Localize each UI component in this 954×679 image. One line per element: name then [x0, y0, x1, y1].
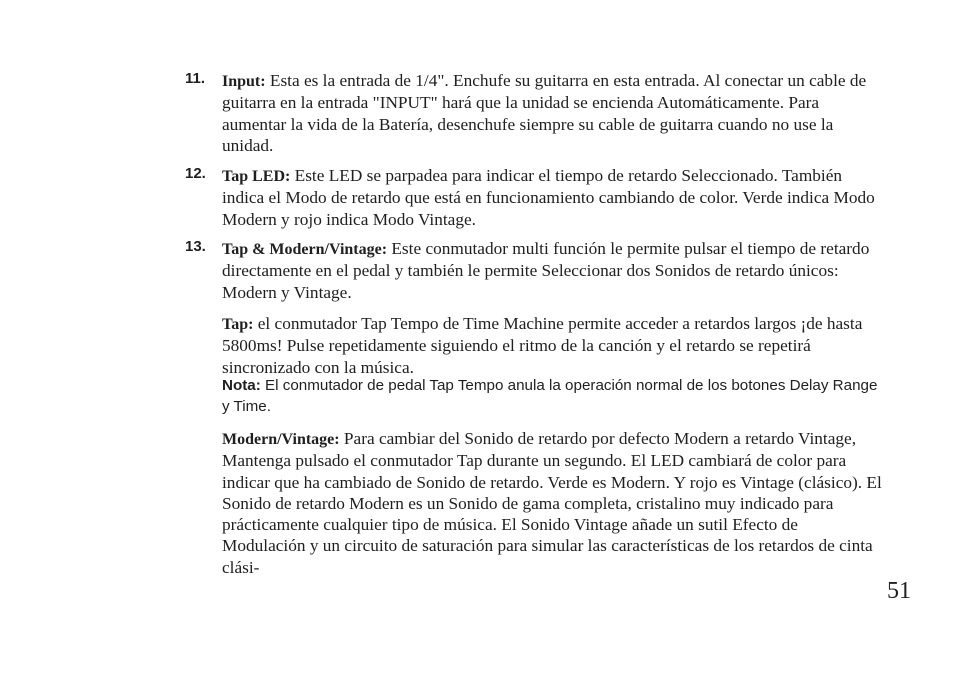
item-body [222, 165, 885, 230]
page-number: 51 [887, 578, 911, 604]
modern-vintage-paragraph [222, 428, 885, 578]
item-number: 13. [185, 238, 206, 255]
note-label: Nota: [222, 377, 261, 394]
item-body [222, 238, 885, 303]
item-number: 12. [185, 165, 206, 182]
item-label: Input: [222, 73, 266, 90]
modern-vintage-text: Para cambiar del Sonido de retardo por defecto Modern a retardo Vintage, Mantenga pulsado el conmutador Tap durante un segundo. El LED cambiará de color para indicar que ha cambiado de Sonido de retardo. Verde es Modern. Y rojo es Vintage (clásico). El Sonido de retardo Modern es un Sonido de gama completa, cristalino muy indicado para prácticamente cualquier tipo de música. El Sonido Vintage añade un sutil Efecto de Modulación y un circuito de saturación para simular las características de los retardos de cinta clási- [222, 429, 882, 577]
list-item-12 [185, 165, 885, 230]
item-text: Este conmutador multi función le permite pulsar el tiempo de retardo directamente en el pedal y también le permite Seleccionar dos Sonidos de retardo únicos: Modern y Vintage. [222, 239, 870, 302]
item-body [222, 70, 885, 156]
tap-paragraph [222, 313, 885, 378]
item-text: Esta es la entrada de 1/4". Enchufe su guitarra en esta entrada. Al conectar un cable de guitarra en la entrada "INPUT" hará que la unidad se encienda Automáticamente. Para aumentar la vida de la Batería, desenchufe siempre su cable de guitarra cuando no use la unidad. [222, 71, 867, 155]
list-item-13 [185, 238, 885, 303]
item-number: 11. [185, 70, 206, 87]
note-paragraph [222, 375, 885, 417]
modern-vintage-label: Modern/Vintage: [222, 431, 340, 448]
item-text: Este LED se parpadea para indicar el tiempo de retardo Seleccionado. También indica el Modo de retardo que está en funcionamiento cambiando de color. Verde indica Modo Modern y rojo indica Modo Vintage. [222, 166, 875, 229]
tap-text: el conmutador Tap Tempo de Time Machine permite acceder a retardos largos ¡de hasta 5800ms! Pulse repetidamente siguiendo el ritmo de la canción y el retardo se repetirá sincronizado con la música. [222, 314, 863, 377]
item-label: Tap LED: [222, 168, 291, 185]
note-text: El conmutador de pedal Tap Tempo anula la operación normal de los botones Delay Range y Time. [222, 377, 878, 415]
list-item-11 [185, 70, 885, 156]
tap-label: Tap: [222, 316, 254, 333]
item-label: Tap & Modern/Vintage: [222, 241, 388, 258]
